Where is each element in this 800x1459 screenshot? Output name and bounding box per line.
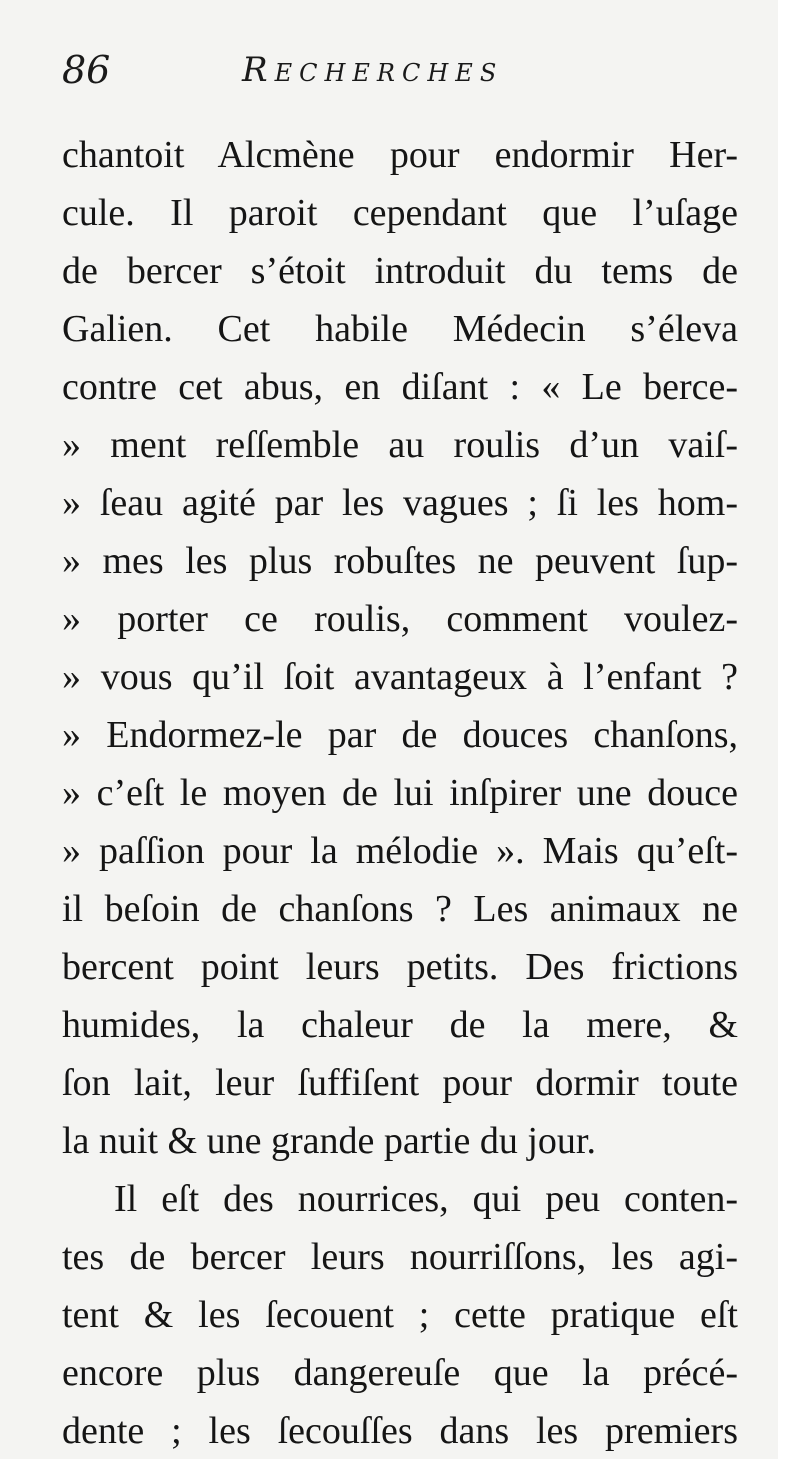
paragraph-first-line: Il eſt des nourrices, qui peu conten- — [114, 1178, 738, 1220]
text-line: la nuit & une grande partie du jour. — [62, 1120, 596, 1162]
body-text — [62, 126, 738, 1459]
text-line: humides, la chaleur de la mere, & — [62, 1004, 738, 1046]
text-line: » porter ce roulis, comment voulez- — [62, 598, 738, 640]
text-line: » vous qu’il ſoit avantageux à l’enfant ? — [62, 656, 738, 698]
text-line: dente ; les ſecouſſes dans les premiers — [62, 1410, 738, 1452]
running-head: Recherches — [242, 50, 504, 90]
page-number: 86 — [62, 48, 111, 92]
text-line: ſon lait, leur ſuffiſent pour dormir toute — [62, 1062, 738, 1104]
text-line: de bercer s’étoit introduit du tems de — [62, 250, 738, 292]
text-line: il beſoin de chanſons ? Les animaux ne — [62, 888, 738, 930]
text-line: tent & les ſecouent ; cette pratique eſt — [62, 1294, 738, 1336]
page-edge — [778, 0, 800, 1459]
text-line: Galien. Cet habile Médecin s’éleva — [62, 308, 738, 350]
text-line: tes de bercer leurs nourriſſons, les agi- — [62, 1236, 738, 1278]
text-line: bercent point leurs petits. Des frictions — [62, 946, 738, 988]
text-line: » paſſion pour la mélodie ». Mais qu’eſt- — [62, 830, 738, 872]
text-line: cule. Il paroit cependant que l’uſage — [62, 192, 738, 234]
text-line: contre cet abus, en diſant : « Le berce- — [62, 366, 738, 408]
text-line: encore plus dangereuſe que la précé- — [62, 1352, 738, 1394]
text-line: » ment reſſemble au roulis d’un vaiſ- — [62, 424, 738, 466]
text-line: » Endormez-le par de douces chanſons, — [62, 714, 738, 756]
page-header — [60, 48, 740, 108]
text-line: » ſeau agité par les vagues ; ſi les hom- — [62, 482, 738, 524]
text-line: » c’eſt le moyen de lui inſpirer une douce — [62, 772, 738, 814]
text-line: » mes les plus robuſtes ne peuvent ſup- — [62, 540, 738, 582]
text-line: chantoit Alcmène pour endormir Her- — [62, 134, 738, 176]
